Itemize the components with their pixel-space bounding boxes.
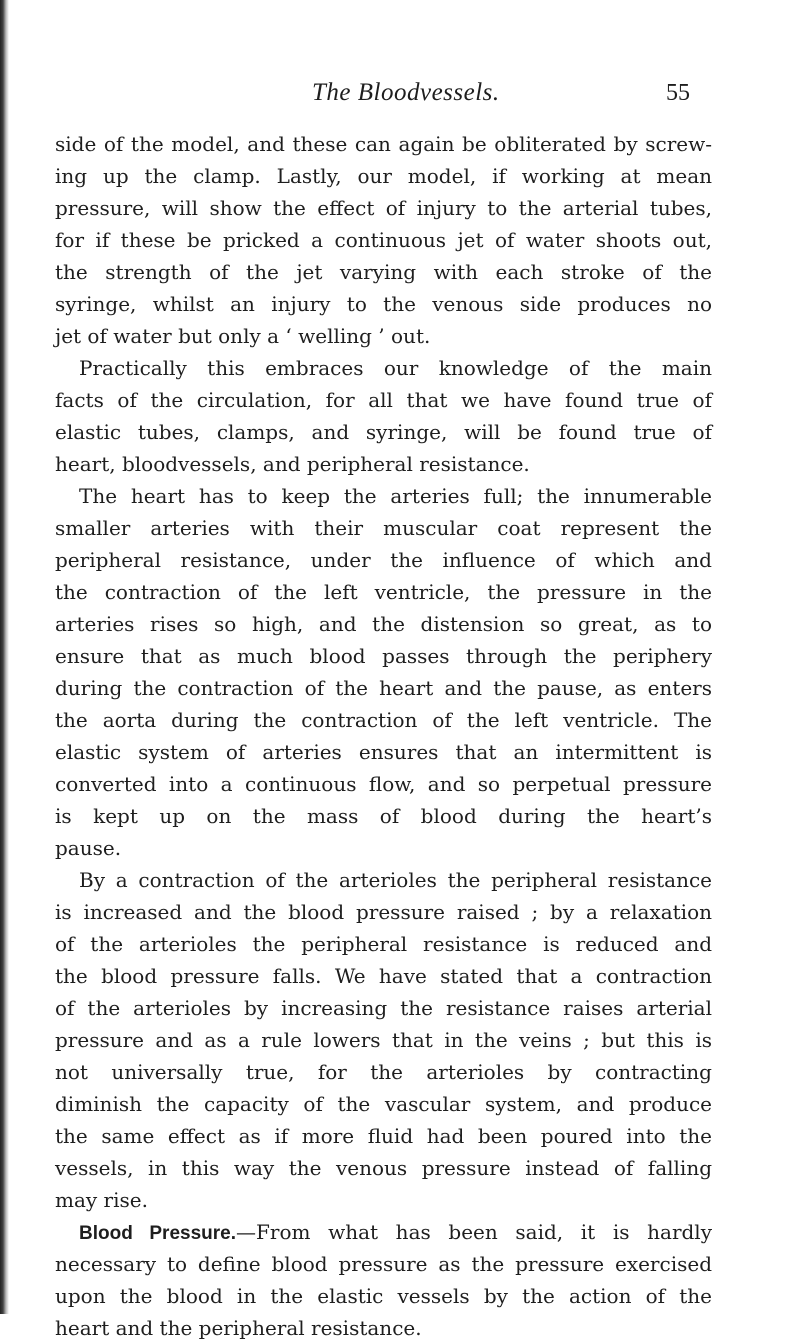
text-line: pressure, will show the effect of injury to the arterial tubes, (55, 196, 712, 220)
text-line: is increased and the blood pressure raised ; by a relaxation (55, 900, 712, 924)
running-title: The Bloodvessels. (312, 79, 500, 106)
text-line: pressure and as a rule lowers that in the veins ; but this is (55, 1028, 712, 1052)
section-heading-continuation: —From what has been said, it is hardly (236, 1220, 712, 1244)
text-line: the same effect as if more fluid had been poured into the (55, 1124, 712, 1148)
paragraph-start-line: By a contraction of the arterioles the peripheral resistance (79, 868, 712, 892)
text-line: of the arterioles the peripheral resistance is reduced and (55, 932, 712, 956)
text-line: converted into a continuous flow, and so perpetual pressure (55, 772, 712, 796)
text-line: pause. (55, 836, 122, 860)
text-line: necessary to define blood pressure as the pressure exercised (55, 1252, 712, 1276)
text-line: side of the model, and these can again be obliterated by screw- (55, 132, 712, 156)
text-line: ing up the clamp. Lastly, our model, if working at mean (55, 164, 712, 188)
text-line: heart and the peripheral resistance. (55, 1316, 422, 1340)
text-line: arteries rises so high, and the distension so great, as to (55, 612, 712, 636)
text-line: is kept up on the mass of blood during the heart’s (55, 804, 712, 828)
text-line: heart, bloodvessels, and peripheral resistance. (55, 452, 530, 476)
paragraph-start-line: Practically this embraces our knowledge of the main (79, 356, 712, 380)
text-line: elastic system of arteries ensures that an intermittent is (55, 740, 712, 764)
text-line: syringe, whilst an injury to the venous side produces no (55, 292, 712, 316)
body-text (55, 128, 712, 1344)
text-line: not universally true, for the arterioles by contracting (55, 1060, 712, 1084)
page-number: 55 (666, 80, 690, 106)
page-binding-edge (0, 0, 9, 1314)
section-heading-line (55, 1216, 712, 1248)
text-line: of the arterioles by increasing the resistance raises arterial (55, 996, 712, 1020)
page-header (0, 78, 800, 114)
text-line: the aorta during the contraction of the left ventricle. The (55, 708, 712, 732)
text-line: may rise. (55, 1188, 148, 1212)
text-line: elastic tubes, clamps, and syringe, will be found true of (55, 420, 712, 444)
text-line: upon the blood in the elastic vessels by the action of the (55, 1284, 712, 1308)
text-line: facts of the circulation, for all that we have found true of (55, 388, 712, 412)
text-line: for if these be pricked a continuous jet of water shoots out, (55, 228, 712, 252)
text-line: peripheral resistance, under the influence of which and (55, 548, 712, 572)
text-line: the contraction of the left ventricle, the pressure in the (55, 580, 712, 604)
text-line: smaller arteries with their muscular coat represent the (55, 516, 712, 540)
text-line: the blood pressure falls. We have stated that a contraction (55, 964, 712, 988)
text-line: during the contraction of the heart and the pause, as enters (55, 676, 712, 700)
text-line: diminish the capacity of the vascular system, and produce (55, 1092, 712, 1116)
text-line: the strength of the jet varying with each stroke of the (55, 260, 712, 284)
text-line: vessels, in this way the venous pressure instead of falling (55, 1156, 712, 1180)
section-heading: Blood Pressure. (79, 1223, 236, 1244)
text-line: jet of water but only a ‘ welling ’ out. (55, 324, 431, 348)
text-line: ensure that as much blood passes through the periphery (55, 644, 712, 668)
paragraph-start-line: The heart has to keep the arteries full; the innumerable (79, 484, 712, 508)
